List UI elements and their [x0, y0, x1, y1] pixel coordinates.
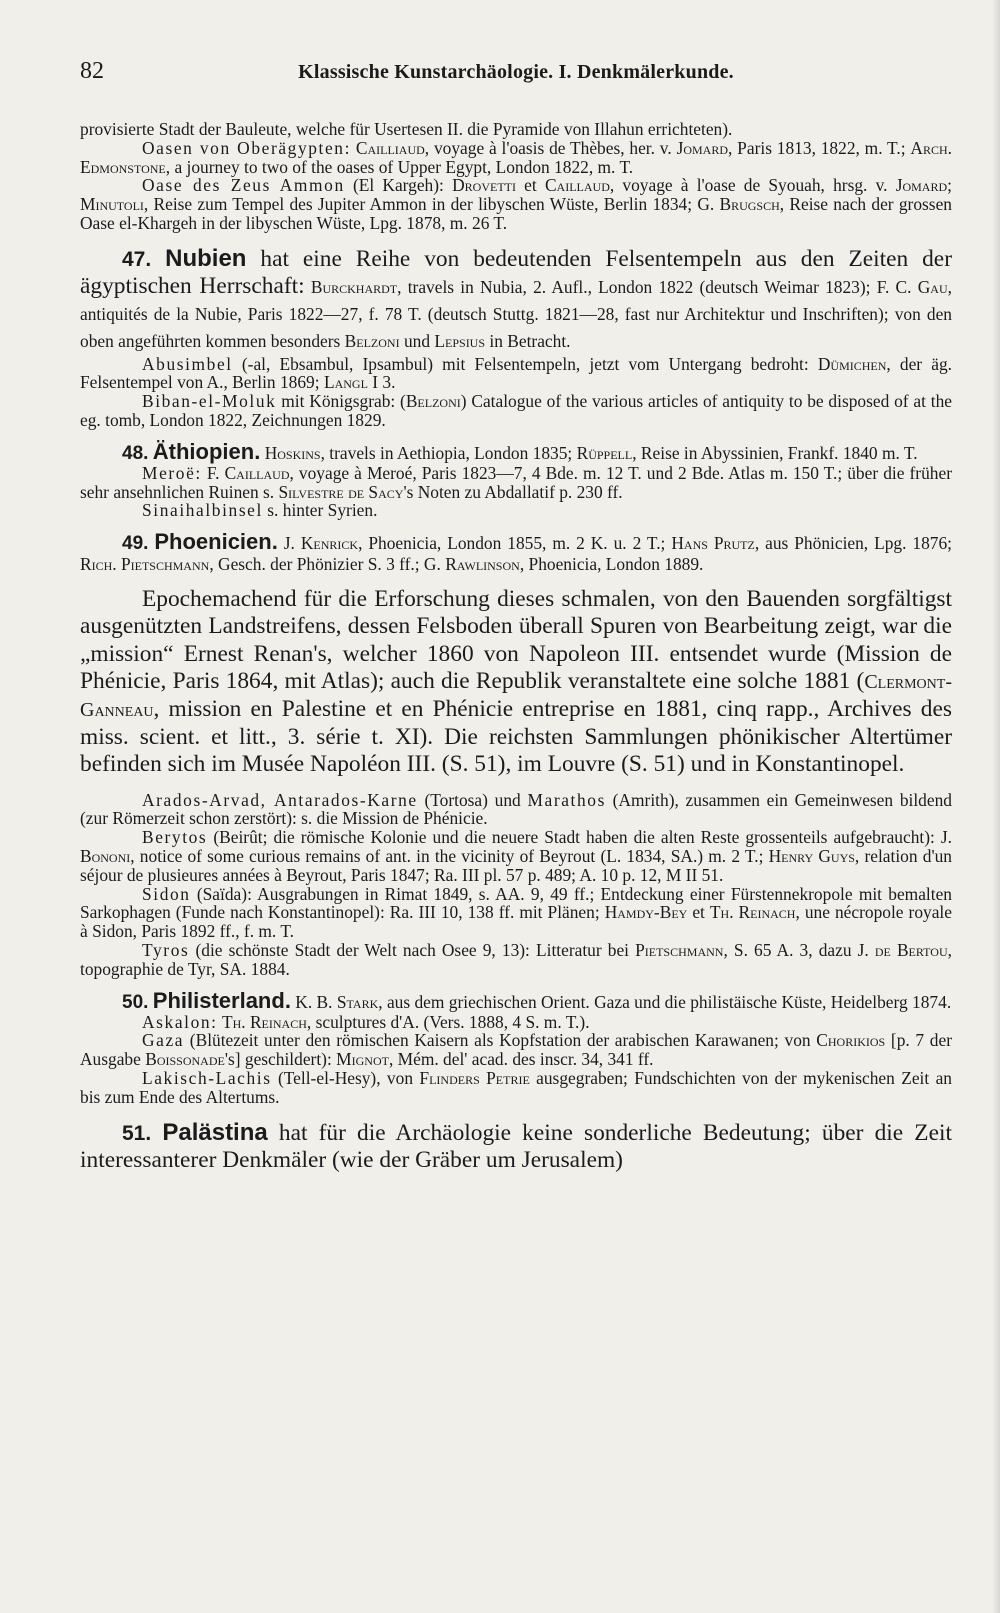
text: Epochemachend für die Erforschung dieses schmalen, von den Bauenden sorgfältigst ausgenützten Landstreifens, dessen Felsboden überall Spuren von Bearbeitung zeigt, war die „mission“ Ernest Renan's, welcher 1860 von Napoleon III. entsendet wurde (Mission de Phénicie, Paris 1864, mit Atlas); auch die Republik veranstaltete eine solche 1881 ( [80, 586, 952, 694]
section-51 [80, 1119, 952, 1174]
section-title: Philisterland. [152, 987, 291, 1013]
author-name: Gau [917, 276, 948, 297]
author-name: Brugsch [719, 194, 780, 215]
text: , voyage à l'oase de Syouah, hrsg. v. [609, 175, 888, 196]
spaced-term: Abusimbel [142, 353, 233, 374]
author-name: Chorikios [816, 1030, 886, 1051]
spaced-term: Oasen von Oberägypten: [142, 137, 352, 158]
text: , topographie de Tyr, SA. 1884. [80, 939, 952, 979]
paragraph-lakisch [80, 1069, 952, 1107]
section-number: 50. [122, 991, 149, 1013]
text: provisierte Stadt der Bauleute, welche für Usertesen II. die Pyramide von Illahun errichteten). [80, 119, 733, 139]
text: , travels in Nubia, 2. Aufl., London 1822 (deutsch Weimar 1823); F. C. [397, 276, 912, 297]
text: , aus Phönicien, Lpg. 1876; [754, 533, 952, 554]
author-name: Bononi [80, 845, 131, 866]
text: , der äg. Felsentempel von A., Berlin 1869; [80, 353, 952, 393]
text: , Reise nach der grossen Oase el-Khargeh in der libyschen Wüste, Lpg. 1878, m. 26 T. [80, 194, 952, 233]
author-name: Hamdy-Bey [604, 902, 688, 923]
section-title: Äthiopien. [152, 438, 261, 464]
text: hat eine Reihe von bedeutenden Felsentempeln aus den Zeiten der ägyptischen Herrschaft: [80, 245, 952, 299]
text: , antiquités de la Nubie, Paris 1822—27, f. 78 T. (deutsch Stuttg. 1821—28, fast nur Architektur und Inschriften); von den oben angeführten kommen besonders [80, 276, 952, 352]
page-edge-shadow [992, 0, 1000, 1613]
text: 's Noten zu Abdallatif p. 230 ff. [403, 481, 623, 502]
paragraph-gaza [80, 1031, 952, 1069]
section-title: Palästina [162, 1118, 268, 1146]
paragraph-meroe [80, 464, 952, 502]
text: [p. 7 der Ausgabe [80, 1030, 953, 1070]
author-name: Caillaud [224, 462, 290, 483]
author-name: Kenrick [300, 533, 359, 554]
spaced-term: Oase des Zeus Ammon [142, 175, 345, 196]
spaced-term: Biban-el-Moluk [142, 391, 277, 412]
spaced-term: Tyros [142, 939, 190, 960]
text: , mission en Palestine et en Phénicie entreprise en 1881, cinq rapp., Archives des miss. scient. et litt., 3. série t. XI). Die reichsten Sammlungen phönikischer Altertümer befinden sich im Musée Napoléon III. (S. 51), im Louvre (S. 51) und in Konstantinopel. [80, 695, 952, 778]
text: I 3. [367, 372, 396, 393]
text: (-al, Ebsambul, Ipsambul) mit Felsentempeln, jetzt vom Untergang bedroht: [232, 353, 809, 374]
text: , travels in Aethiopia, London 1835; [320, 442, 573, 463]
section-title: Nubien [165, 244, 247, 272]
text: J. [277, 533, 295, 554]
author-name: Jomard [676, 137, 729, 158]
text: ; [947, 175, 952, 196]
section-48 [80, 438, 952, 464]
author-name: Cailliaud [355, 137, 425, 158]
author-name: Hans Prutz [671, 533, 755, 554]
spaced-term: Berytos [142, 827, 208, 848]
author-name: Boissonade [145, 1049, 225, 1070]
author-name: Belzoni [405, 391, 461, 412]
paragraph-oasen [80, 139, 952, 177]
section-number: 51. [122, 1121, 152, 1145]
spaced-term: Gaza [142, 1030, 185, 1051]
text: , notice of some curious remains of ant. in the vicinity of Beyrout (L. 1834, SA.) m. 2 T.; [130, 845, 764, 866]
text: mit Königsgrab: ( [276, 391, 406, 412]
author-name: Silvestre de Sacy [278, 481, 404, 502]
paragraph-sidon [80, 885, 952, 941]
section-number: 48. [122, 442, 149, 464]
author-name: Pietschmann [635, 939, 724, 960]
author-name: Drovetti [452, 175, 516, 196]
paragraph-berytos [80, 828, 952, 884]
author-name: Burckhardt [310, 276, 398, 297]
paragraph-continuation [80, 120, 952, 139]
author-name: Dümichen [817, 353, 887, 374]
author-name: Clermont-Ganneau [80, 670, 952, 721]
spaced-term: Lakisch-Lachis [142, 1067, 272, 1088]
text: , Gesch. der Phönizier S. 3 ff.; G. [209, 554, 441, 575]
section-title: Phoenicien. [154, 529, 278, 555]
paragraph-abusimbel [80, 355, 952, 393]
author-name: Hoskins [264, 442, 321, 463]
section-49 [80, 529, 952, 575]
paragraph-arados [80, 791, 952, 829]
spaced-term: Sidon [142, 883, 191, 904]
spaced-term: Marathos [527, 789, 606, 810]
paragraph-tyros [80, 941, 952, 979]
paragraph-phoenicia-main [80, 586, 952, 778]
text: (El Kargeh): [344, 175, 444, 196]
author-name: Belzoni [344, 331, 400, 352]
paragraph-zeus-ammon [80, 176, 952, 232]
text: in Betracht. [485, 331, 571, 352]
section-47 [80, 245, 952, 355]
paragraph-sinai [80, 501, 952, 520]
author-name: Caillaud [544, 175, 610, 196]
spaced-term: Askalon: [142, 1011, 218, 1032]
text: (Amrith), zusammen ein Gemeinwesen bildend (zur Römerzeit schon zerstört): s. die Mission de Phénicie. [80, 789, 952, 829]
spaced-term: Sinaihalbinsel [142, 500, 263, 521]
text: (Saïda): Ausgrabungen in Rimat 1849, s. AA. 9, 49 ff.; Entdeckung einer Fürstennekropole mit bemalten Sarkophagen (Funde nach Konstantinopel): Ra. III 10, 138 ff. mit Plänen; [80, 883, 952, 923]
text: et [687, 902, 705, 923]
author-name: Th. Reinach [221, 1011, 307, 1032]
author-name: Henry Guys [768, 845, 855, 866]
text: (die schönste Stadt der Welt nach Osee 9, 13): Litteratur bei [189, 939, 629, 960]
spaced-term: Meroë: [142, 462, 202, 483]
paragraph-biban [80, 392, 952, 430]
author-name: Jomard [895, 175, 948, 196]
spaced-term: Arados-Arvad, Antarados-Karne [142, 789, 418, 810]
author-name: Flinders Petrie [419, 1067, 530, 1088]
text: , Reise zum Tempel des Jupiter Ammon in der libyschen Wüste, Berlin 1834; G. [143, 194, 715, 215]
text: , Reise in Abyssinien, Frankf. 1840 m. T. [632, 442, 918, 463]
text: hat für die Archäologie keine sonderliche Bedeutung; über die Zeit interessanterer Denkmäler (wie der Gräber um Jerusalem) [80, 1119, 952, 1173]
text: ausgegraben; Fundschichten von der mykenischen Zeit an bis zum Ende des Altertums. [80, 1067, 952, 1107]
text: (Tell-el-Hesy), von [271, 1067, 414, 1088]
text: , voyage à Meroé, Paris 1823—7, 4 Bde. m. 12 T. und 2 Bde. Atlas m. 150 T.; über die früher sehr ansehnlichen Ruinen s. [80, 462, 952, 502]
author-name: Mignot [336, 1049, 389, 1070]
text: F. [201, 462, 220, 483]
text: (Beirût; die römische Kolonie und die neuere Stadt haben die alten Reste grossenteils aufgebraucht): J. [207, 827, 952, 848]
text: , S. 65 A. 3, dazu J. [723, 939, 869, 960]
author-name: Rawlinson [445, 554, 520, 575]
author-name: Th. Reinach [709, 902, 796, 923]
author-name: Lepsius [434, 331, 486, 352]
text: , Phoenicia, London 1889. [519, 554, 704, 575]
section-number: 47. [122, 247, 152, 271]
text: 's] geschildert): [224, 1049, 332, 1070]
section-number: 49. [122, 533, 149, 555]
text: , voyage à l'oasis de Thèbes, her. v. [424, 137, 672, 158]
text: , une nécropole royale à Sidon, Paris 1892 ff., f. m. T. [80, 902, 952, 942]
text: (Blütezeit unter den römischen Kaisern als Kopfstation der arabischen Karawanen; von [184, 1030, 811, 1051]
text: K. B. [290, 991, 333, 1012]
text: und [399, 331, 431, 352]
section-50 [80, 987, 952, 1013]
text: , aus dem griechischen Orient. Gaza und die philistäische Küste, Heidelberg 1874. [378, 991, 952, 1012]
running-title: Klassische Kunstarchäologie. I. Denkmälerkunde. [298, 61, 734, 83]
text: , Paris 1813, 1822, m. T.; [728, 137, 906, 158]
author-name: Minutoli [80, 194, 144, 215]
page-header [80, 58, 952, 92]
page-number: 82 [80, 58, 104, 84]
text: ) Catalogue of the various articles of antiquity to be disposed of at the eg. tomb, London 1822, Zeichnungen 1829. [80, 391, 952, 430]
text: , relation d'un séjour de plusieures années à Beyrout, Paris 1847; Ra. III pl. 57 p. 489; A. 10 p. 12, M II 51. [80, 845, 952, 885]
text: et [515, 175, 537, 196]
text: s. hinter Syrien. [262, 500, 378, 521]
text: , sculptures d'A. (Vers. 1888, 4 S. m. T.). [306, 1011, 590, 1032]
text: , a journey to two of the oases of Upper Egypt, London 1822, m. T. [165, 156, 634, 177]
paragraph-askalon [80, 1013, 952, 1032]
author-name: Arch. Edmonstone [80, 137, 952, 177]
author-name: Rich. Pietschmann [80, 554, 210, 575]
author-name: Rüppell [576, 442, 633, 463]
author-name: de Bertou [874, 939, 948, 960]
text: (Tortosa) und [417, 789, 521, 810]
text: , Phoenicia, London 1855, m. 2 K. u. 2 T.; [358, 533, 666, 554]
text: , Mém. del' acad. des inscr. 34, 341 ff. [388, 1049, 654, 1070]
author-name: Langl [323, 372, 368, 393]
author-name: Stark [336, 991, 379, 1012]
